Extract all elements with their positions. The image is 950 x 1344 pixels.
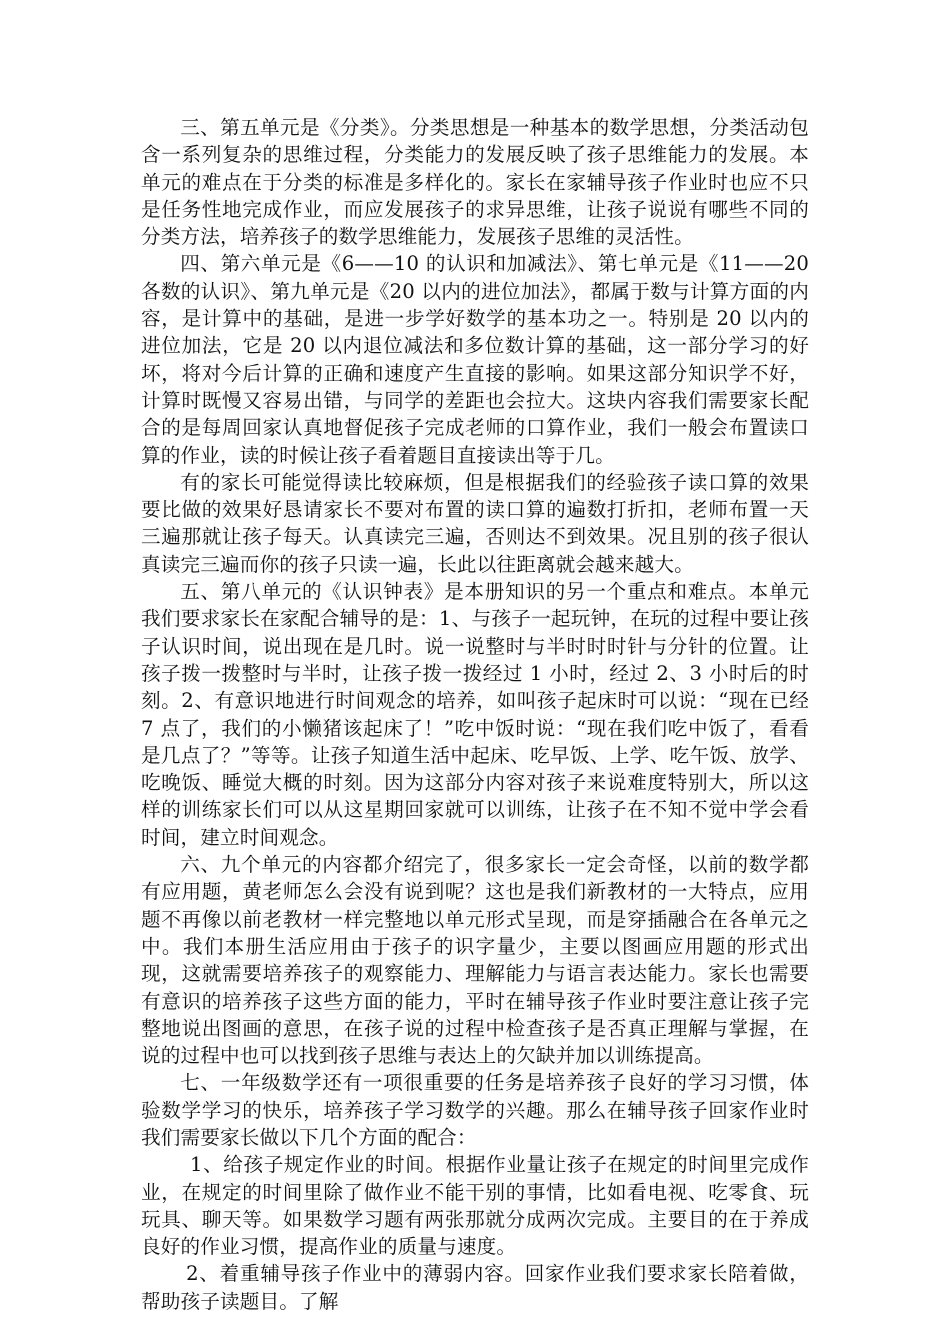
paragraph-word-problems: 六、九个单元的内容都介绍完了，很多家长一定会奇怪，以前的数学都有应用题，黄老师怎么会没有说到呢？这也是我们新教材的一大特点，应用题不再像以前老教材一样完整地以单元形式呈现，而是穿插融合在各单元之中。我们本册生活应用由于孩子的识字量少，主要以图画应用题的形式出现，这就需要培养孩子的观察能力、理解能力与语言表达能力。家长也需要有意识的培养孩子这些方面的能力，平时在辅导孩子作业时要注意让孩子完整地说出图画的意思，在孩子说的过程中检查孩子是否真正理解与掌握，在说的过程中也可以找到孩子思维与表达上的欠缺并加以训练提高。 [141,853,809,1068]
paragraph-unit-5-classification: 三、第五单元是《分类》。分类思想是一种基本的数学思想，分类活动包含一系列复杂的思维过程，分类能力的发展反映了孩子思维能力的发展。本单元的难点在于分类的标准是多样化的。家长在家辅导孩子作业时也应不只是任务性地完成作业，而应发展孩子的求异思维，让孩子说说有哪些不同的分类方法，培养孩子的数学思维能力，发展孩子思维的灵活性。 [141,116,809,249]
paragraph-habit-2-weak-content: 2、着重辅导孩子作业中的薄弱内容。回家作业我们要求家长陪着做，帮助孩子读题目。了解 [141,1262,809,1313]
paragraph-unit-8-clock: 五、第八单元的《认识钟表》是本册知识的另一个重点和难点。本单元我们要求家长在家配合辅导的是：1、与孩子一起玩钟，在玩的过程中要让孩子认识时间，说出现在是几时。说一说整时与半时时时针与分针的位置。让孩子拨一拨整时与半时，让孩子拨一拨经过 1 小时，经过 2、3 小时后的时刻。2、有意识地进行时间观念的培养，如叫孩子起床时可以说：“现在已经 7 点了，我们的小懒猪该起床了！”吃中饭时说：“现在我们吃中饭了，看看是几点了？”等等。让孩子知道生活中起床、吃早饭、上学、吃午饭、放学、吃晚饭、睡觉大概的时刻。因为这部分内容对孩子来说难度特别大，所以这样的训练家长们可以从这星期回家就可以训练，让孩子在不知不觉中学会看时间，建立时间观念。 [141,580,809,849]
paragraph-oral-calculation-reading: 有的家长可能觉得读比较麻烦，但是根据我们的经验孩子读口算的效果要比做的效果好恳请家长不要对布置的读口算的遍数打折扣，老师布置一天三遍那就让孩子每天。认真读完三遍，否则达不到效果。况且别的孩子很认真读完三遍而你的孩子只读一遍，长此以往距离就会越来越大。 [141,470,809,576]
document-body [141,114,809,1315]
paragraph-habit-1-homework-time: 1、给孩子规定作业的时间。根据作业量让孩子在规定的时间里完成作业，在规定的时间里除了做作业不能干别的事情，比如看电视、吃零食、玩玩具、聊天等。如果数学习题有两张那就分成两次完成。主要目的在于养成良好的作业习惯，提高作业的质量与速度。 [141,1153,809,1259]
paragraph-units-6-7-9-calculation: 四、第六单元是《6——10 的认识和加减法》、第七单元是《11——20 各数的认识》、第九单元是《20 以内的进位加法》，都属于数与计算方面的内容，是计算中的基础，是进一步学好数学的基本功之一。特别是 20 以内的进位加法，它是 20 以内退位减法和多位数计算的基础，这一部分学习的好坏，将对今后计算的正确和速度产生直接的影响。如果这部分知识学不好，计算时既慢又容易出错，与同学的差距也会拉大。这块内容我们需要家长配合的是每周回家认真地督促孩子完成老师的口算作业，我们一般会布置读口算的作业，读的时候让孩子看着题目直接读出等于几。 [141,252,809,467]
paragraph-study-habits: 七、一年级数学还有一项很重要的任务是培养孩子良好的学习习惯，体验数学学习的快乐，培养孩子学习数学的兴趣。那么在辅导孩子回家作业时我们需要家长做以下几个方面的配合： [141,1071,809,1149]
